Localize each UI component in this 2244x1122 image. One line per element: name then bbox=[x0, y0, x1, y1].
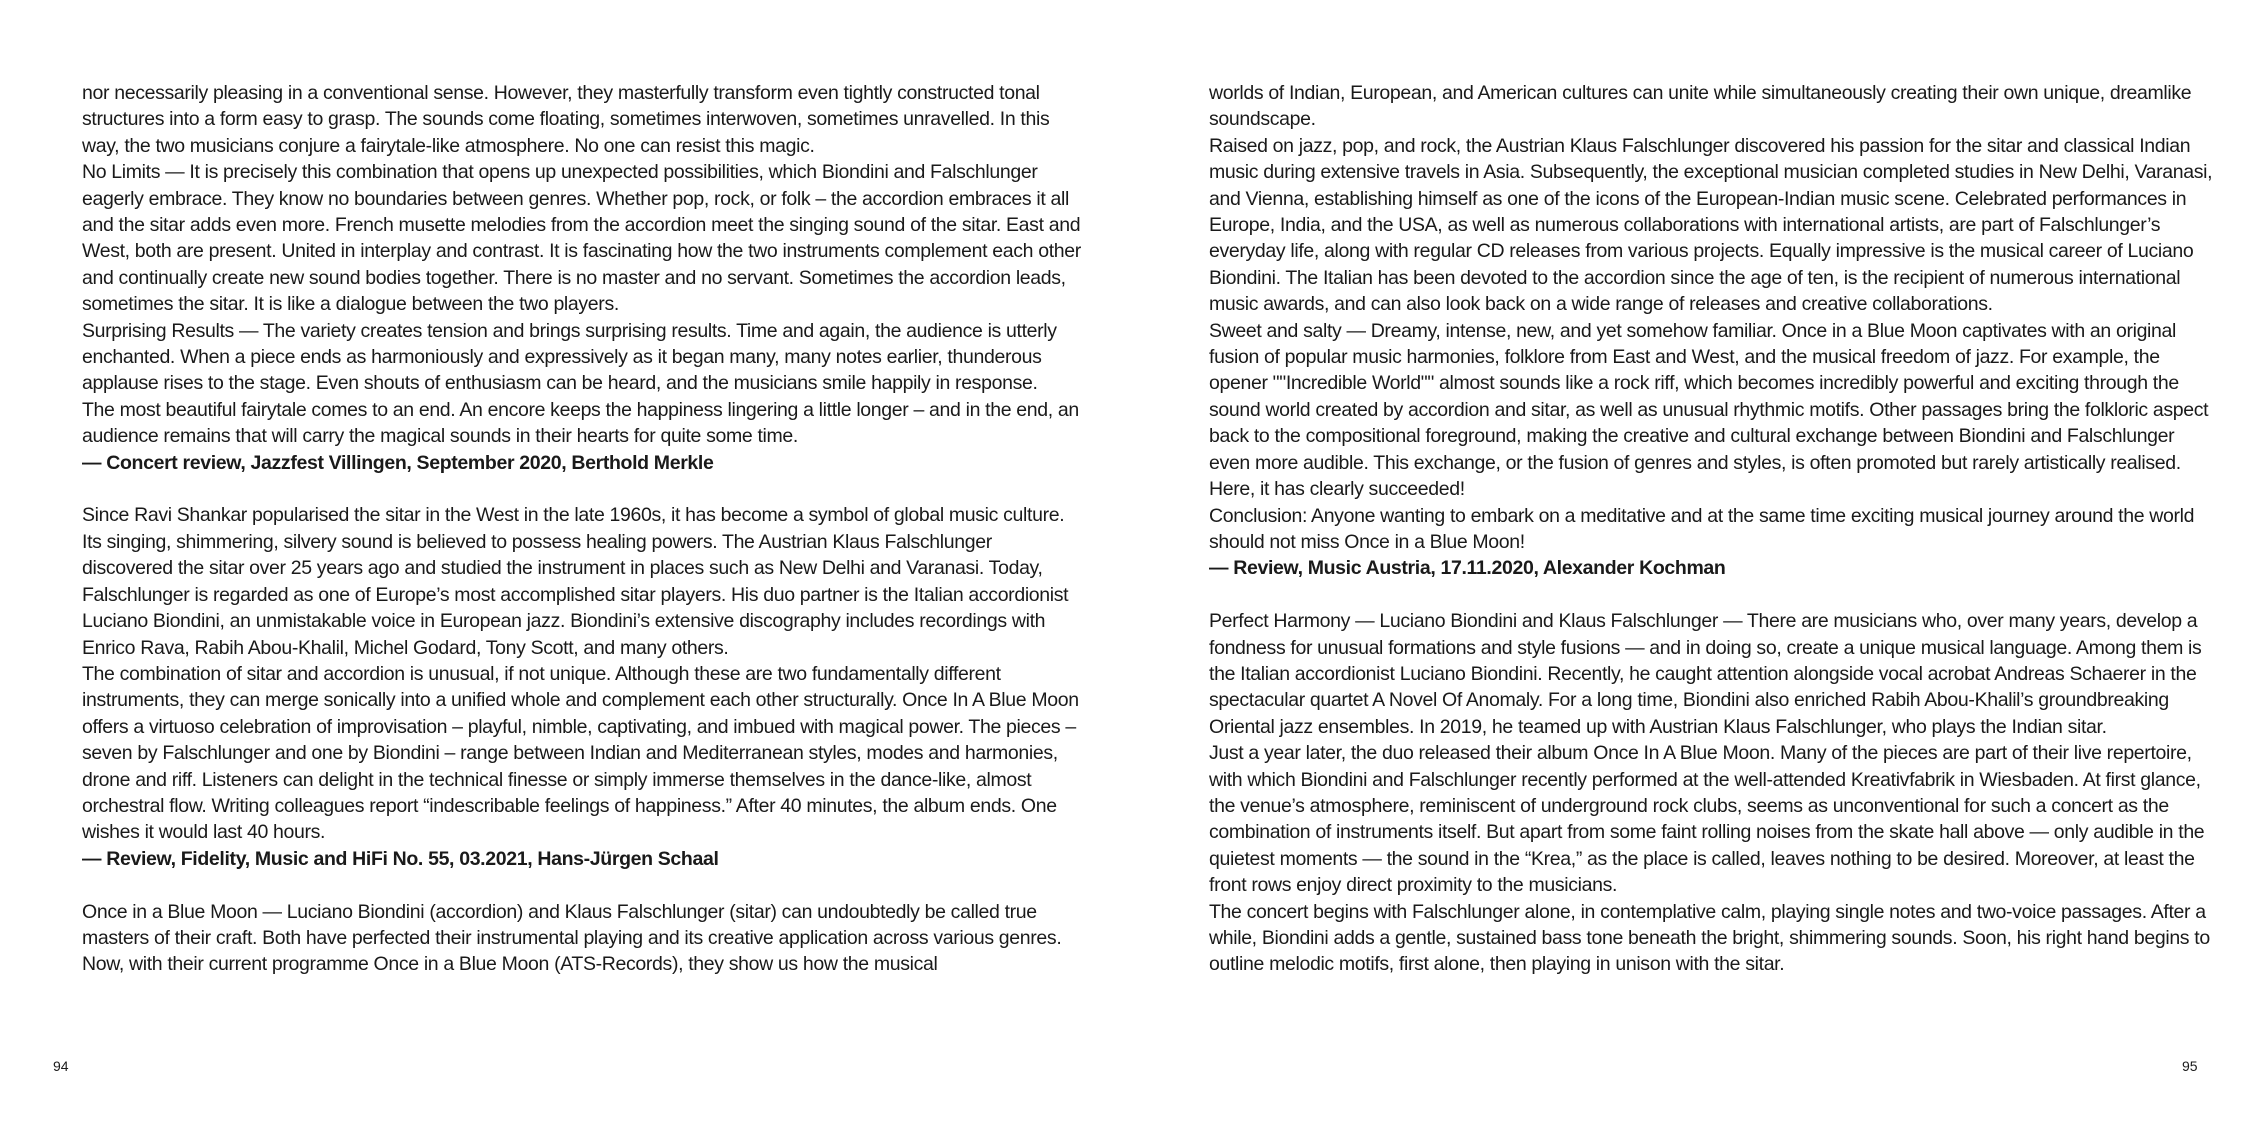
page-number-left: 94 bbox=[53, 1058, 69, 1074]
paragraph: worlds of Indian, European, and American cultures can unite while simultaneously creating their own unique, dreamlike soundscape. bbox=[1209, 82, 2192, 131]
page-number-right: 95 bbox=[2182, 1058, 2198, 1074]
review-attribution: — Review, Music Austria, 17.11.2020, Alexander Kochman bbox=[1209, 557, 1726, 580]
paragraph: The most beautiful fairytale comes to an end. An encore keeps the happiness lingering a little longer – and in the end, an audience remains that will carry the magical sounds in their hearts for quite some time. bbox=[82, 398, 1079, 448]
right-page-text bbox=[1209, 80, 2214, 978]
review-attribution: — Review, Fidelity, Music and HiFi No. 55, 03.2021, Hans-Jürgen Schaal bbox=[82, 847, 719, 870]
paragraph: Once in a Blue Moon — Luciano Biondini (accordion) and Klaus Falschlunger (sitar) can undoubtedly be called true masters of their craft. Both have perfected their instrumental playing and its creative application across various genres. Now, with their current programme Once in a Blue Moon (ATS-Records), they show us how the musical bbox=[82, 900, 1062, 976]
paragraph: Raised on jazz, pop, and rock, the Austrian Klaus Falschlunger discovered his passion for the sitar and classical Indian music during extensive travels in Asia. Subsequently, the exceptional musician completed studies in New Delhi, Varanasi, and Vienna, establishing himself as one of the icons of the European-Indian music scene. Celebrated performances in Europe, India, and the USA, as well as numerous collaborations with international artists, are part of Falschlunger’s everyday life, along with regular CD releases from various projects. Equally impressive is the musical career of Luciano Biondini. The Italian has been devoted to the accordion since the age of ten, is the recipient of numerous international music awards, and can also look back on a wide range of releases and creative collaborations. bbox=[1209, 134, 2213, 316]
paragraph-gap bbox=[82, 872, 1087, 898]
paragraph: Just a year later, the duo released their album Once In A Blue Moon. Many of the pieces are part of their live repertoire, with which Biondini and Falschlunger recently performed at the well-attended Kreativfabrik in Wiesbaden. At first glance, the venue’s atmosphere, reminiscent of underground rock clubs, seems as unconventional for such a concert as the combination of instruments itself. But apart from some faint rolling noises from the skate hall above — only audible in the quietest moments — the sound in the “Krea,” as the place is called, leaves nothing to be desired. Moreover, at least the front rows enjoy direct proximity to the musicians. bbox=[1209, 742, 2205, 897]
paragraph: No Limits — It is precisely this combination that opens up unexpected possibilities, which Biondini and Falschlunger eagerly embrace. They know no boundaries between genres. Whether pop, rock, or folk – the accordion embraces it all and the sitar adds even more. French musette melodies from the accordion meet the singing sound of the sitar. East and West, both are present. United in interplay and contrast. It is fascinating how the two instruments complement each other and continually create new sound bodies together. There is no master and no servant. Sometimes the accordion leads, sometimes the sitar. It is like a dialogue between the two players. bbox=[82, 161, 1081, 316]
paragraph: Since Ravi Shankar popularised the sitar in the West in the late 1960s, it has become a symbol of global music culture. Its singing, shimmering, silvery sound is believed to possess healing powers. The Austrian Klaus Falschlunger discovered the sitar over 25 years ago and studied the instrument in places such as New Delhi and Varanasi. Today, Falschlunger is regarded as one of Europe’s most accomplished sitar players. His duo partner is the Italian accordionist Luciano Biondini, an unmistakable voice in European jazz. Biondini’s extensive discography includes recordings with Enrico Rava, Rabih Abou-Khalil, Michel Godard, Tony Scott, and many others. bbox=[82, 504, 1069, 659]
paragraph-gap bbox=[1209, 582, 2214, 608]
paragraph: Conclusion: Anyone wanting to embark on a meditative and at the same time exciting musical journey around the world should not miss Once in a Blue Moon! bbox=[1209, 504, 2195, 553]
review-attribution: — Concert review, Jazzfest Villingen, September 2020, Berthold Merkle bbox=[82, 451, 714, 474]
paragraph: nor necessarily pleasing in a conventional sense. However, they masterfully transform even tightly constructed tonal structures into a form easy to grasp. The sounds come floating, sometimes interwoven, sometimes unravelled. In this way, the two musicians conjure a fairytale-like atmosphere. No one can resist this magic. bbox=[82, 82, 1050, 157]
paragraph-gap bbox=[82, 476, 1087, 502]
paragraph: Surprising Results — The variety creates tension and brings surprising results. Time and again, the audience is utterly enchanted. When a piece ends as harmoniously and expressively as it began many, many notes earlier, thunderous applause rises to the stage. Even shouts of enthusiasm can be heard, and the musicians smile happily in response. bbox=[82, 319, 1057, 395]
paragraph: The combination of sitar and accordion is unusual, if not unique. Although these are two fundamentally different instruments, they can merge sonically into a unified whole and complement each other structurally. Once In A Blue Moon offers a virtuoso celebration of improvisation – playful, nimble, captivating, and imbued with magical power. The pieces – seven by Falschlunger and one by Biondini – range between Indian and Mediterranean styles, modes and harmonies, drone and riff. Listeners can delight in the technical finesse or simply immerse themselves in the dance-like, almost orchestral flow. Writing colleagues report “indescribable feelings of happiness.” After 40 minutes, the album ends. One wishes it would last 40 hours. bbox=[82, 662, 1079, 844]
paragraph: The concert begins with Falschlunger alone, in contemplative calm, playing single notes and two-voice passages. After a while, Biondini adds a gentle, sustained bass tone beneath the bright, shimmering sounds. Soon, his right hand begins to outline melodic motifs, first alone, then playing in unison with the sitar. bbox=[1209, 900, 2210, 976]
paragraph: Perfect Harmony — Luciano Biondini and Klaus Falschlunger — There are musicians who, over many years, develop a fondness for unusual formations and style fusions — and in doing so, create a unique musical language. Among them is the Italian accordionist Luciano Biondini. Recently, he caught attention alongside vocal acrobat Andreas Schaerer in the spectacular quartet A Novel Of Anomaly. For a long time, Biondini also enriched Rabih Abou-Khalil’s groundbreaking Oriental jazz ensembles. In 2019, he teamed up with Austrian Klaus Falschlunger, who plays the Indian sitar. bbox=[1209, 610, 2202, 738]
left-page-text bbox=[82, 80, 1087, 978]
paragraph: Sweet and salty — Dreamy, intense, new, and yet somehow familiar. Once in a Blue Moon captivates with an original fusion of popular music harmonies, folklore from East and West, and the musical freedom of jazz. For example, the opener ""Incredible World"" almost sounds like a rock riff, which becomes incredibly powerful and exciting through the sound world created by accordion and sitar, as well as unusual rhythmic motifs. Other passages bring the folkloric aspect back to the compositional foreground, making the creative and cultural exchange between Biondini and Falschlunger even more audible. This exchange, or the fusion of genres and styles, is often promoted but rarely artistically realised. Here, it has clearly succeeded! bbox=[1209, 319, 2209, 501]
